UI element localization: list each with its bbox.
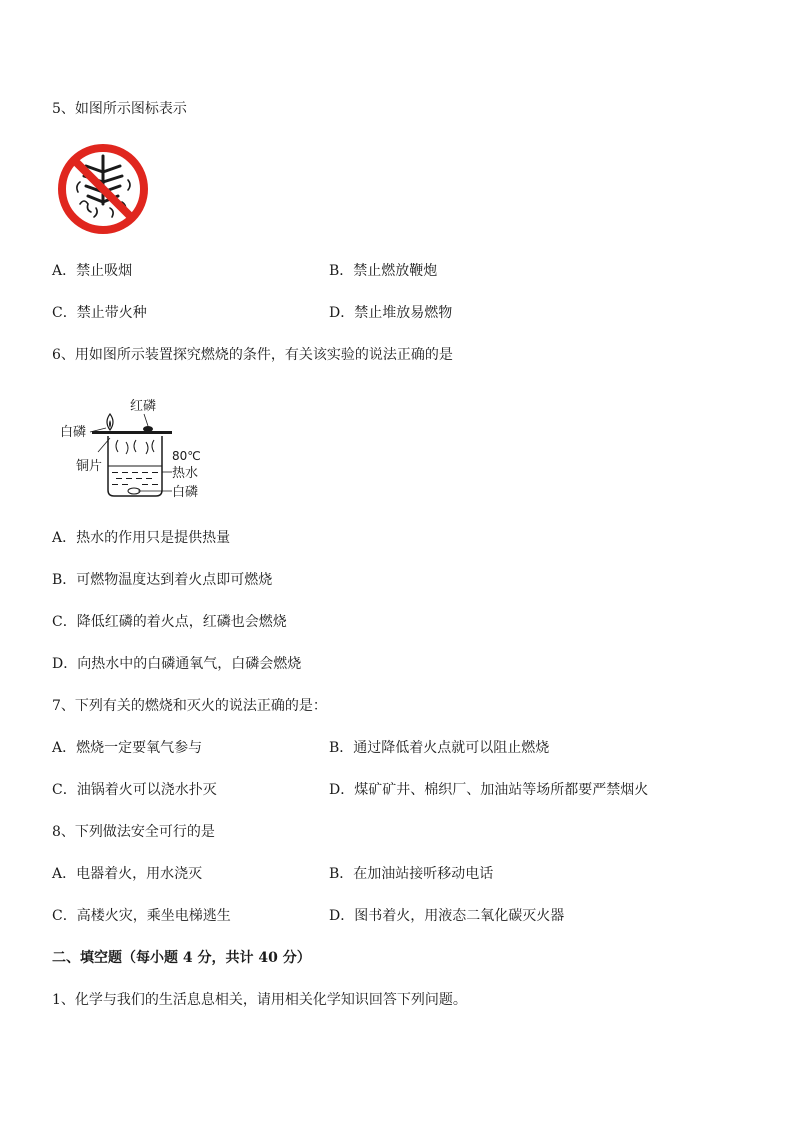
q6-stem: 6、用如图所示装置探究燃烧的条件，有关该实验的说法正确的是 — [52, 347, 453, 363]
q6-option-c: C．降低红磷的着火点，红磷也会燃烧 — [52, 614, 287, 630]
q5-option-a: A．禁止吸烟 — [52, 263, 133, 279]
q5-option-d: D．禁止堆放易燃物 — [329, 305, 453, 321]
section2-q1-stem: 1、化学与我们的生活息息相关，请用相关化学知识回答下列问题。 — [52, 992, 467, 1008]
q7-option-c: C．油锅着火可以浇水扑灭 — [52, 782, 217, 798]
q6-option-a: A．热水的作用只是提供热量 — [52, 530, 231, 546]
copper-sheet — [92, 431, 172, 434]
q7-stem: 7、下列有关的燃烧和灭火的说法正确的是： — [52, 698, 327, 714]
q8-option-c: C．高楼火灾，乘坐电梯逃生 — [52, 908, 231, 924]
q6-option-d: D．向热水中的白磷通氧气，白磷会燃烧 — [52, 656, 302, 672]
label-white-phosphorus-bottom: 白磷 — [172, 485, 199, 500]
q8-stem: 8、下列做法安全可行的是 — [52, 824, 215, 840]
q8-option-a: A．电器着火，用水浇灭 — [52, 866, 203, 882]
section-heading: 二、填空题（每小题 4 分，共计 40 分） — [52, 950, 311, 966]
q5-option-b: B．禁止燃放鞭炮 — [329, 263, 438, 279]
red-phosphorus-lump — [143, 426, 153, 432]
label-white-phosphorus-top: 白磷 — [60, 425, 87, 440]
no-firecrackers-sign-icon — [56, 142, 150, 236]
q7-option-b: B．通过降低着火点就可以阻止燃烧 — [329, 740, 550, 756]
q6-option-b: B．可燃物温度达到着火点即可燃烧 — [52, 572, 273, 588]
combustion-apparatus-diagram — [58, 394, 218, 506]
q5-option-c: C．禁止带火种 — [52, 305, 147, 321]
label-red-phosphorus: 红磷 — [130, 399, 157, 414]
q5-stem: 5、如图所示图标表示 — [52, 101, 187, 117]
label-copper-sheet: 铜片 — [76, 459, 103, 474]
label-temperature: 80℃ — [172, 449, 201, 463]
q8-option-d: D．图书着火，用液态二氧化碳灭火器 — [329, 908, 565, 924]
q8-option-b: B．在加油站接听移动电话 — [329, 866, 494, 882]
q7-option-d: D．煤矿矿井、棉织厂、加油站等场所都要严禁烟火 — [329, 782, 649, 798]
label-hot-water: 热水 — [172, 466, 199, 481]
q7-option-a: A．燃烧一定要氧气参与 — [52, 740, 203, 756]
